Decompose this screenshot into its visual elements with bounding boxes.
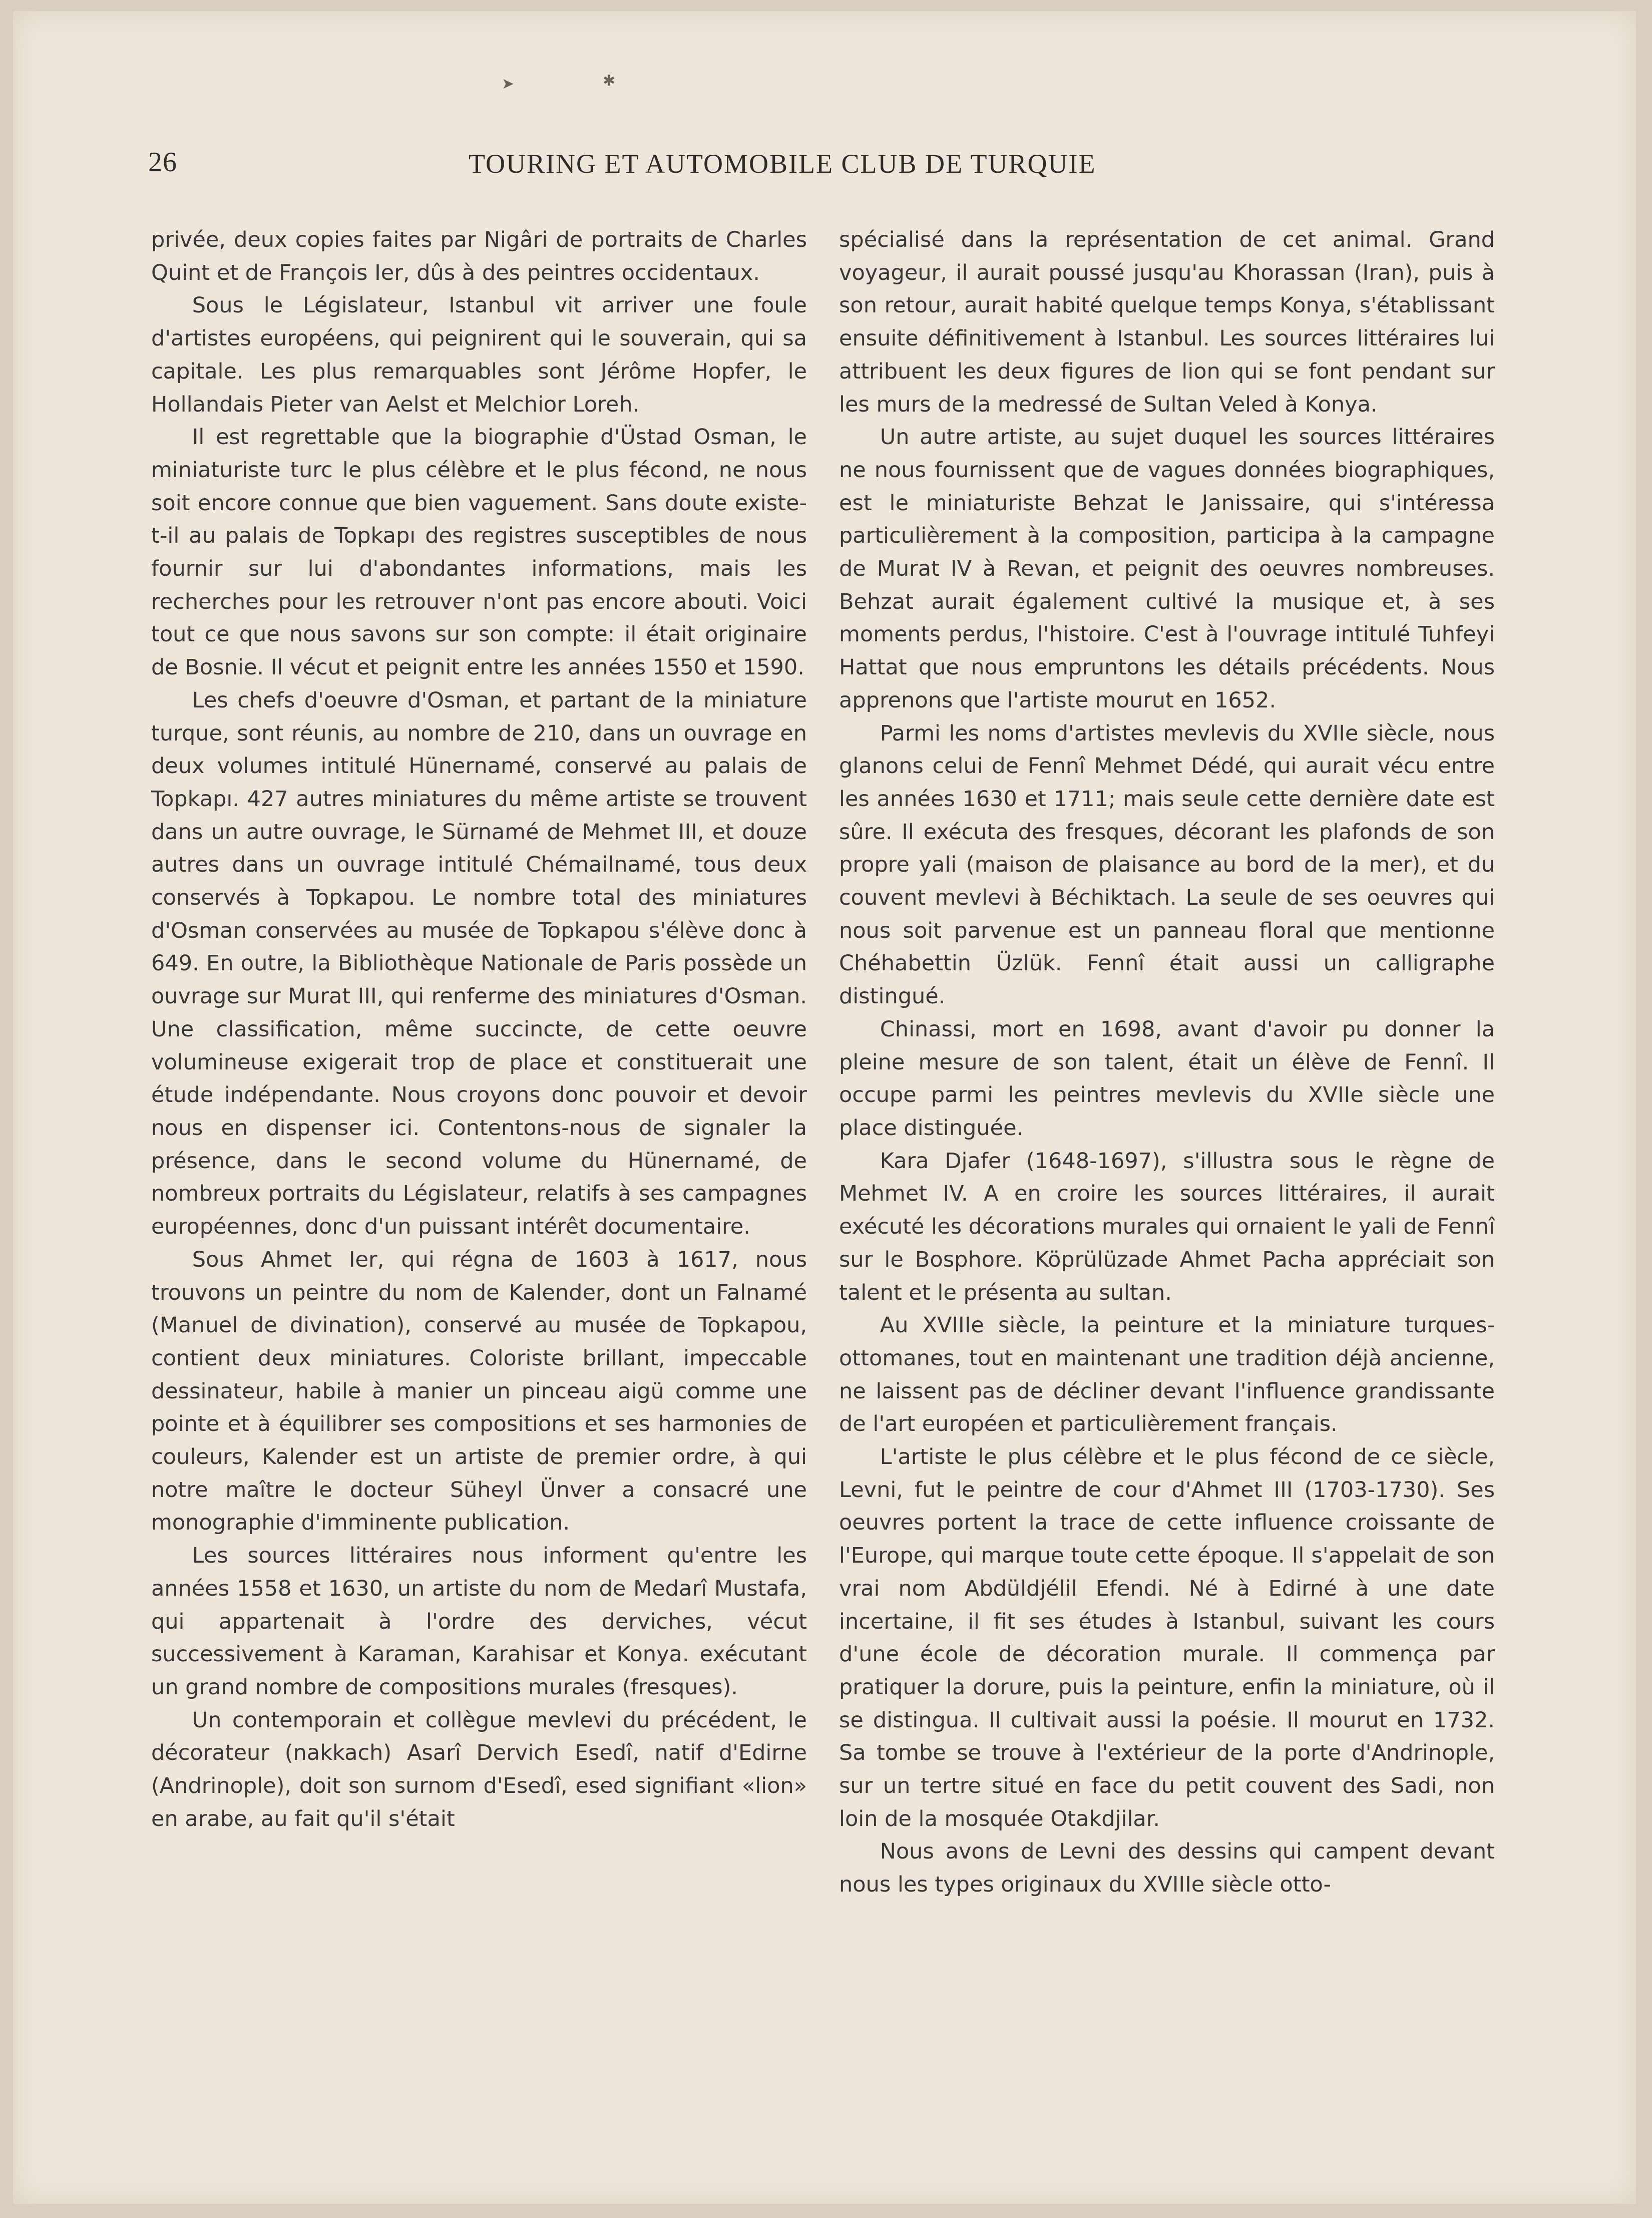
page-number: 26 — [148, 147, 177, 178]
paragraph: privée, deux copies faites par Nigâri de portraits de Charles Quint et de François Ier, dûs à des peintres occidentaux. — [151, 227, 807, 285]
page-header — [13, 146, 1636, 191]
paragraph: Nous avons de Levni des dessins qui campent devant nous les types originaux du XVIIIe siècle otto- — [839, 1839, 1495, 1898]
paragraph: spécialisé dans la représentation de cet animal. Grand voyageur, il aurait poussé jusqu'au Khorassan (Iran), puis à son retour, aurait habité quelque temps Konya, s'établissant ensuite définitivement à Istanbul. Les sources littéraires lui attribuent les deux figures de lion qui se font pendant sur les murs de la medressé de Sultan Veled à Konya. — [839, 227, 1495, 417]
paragraph: Un contemporain et collègue mevlevi du précédent, le décorateur (nakkach) Asarî Dervich Esedî, natif d'Edirne (Andrinople), doit son surnom d'Esedî, esed signifiant «lion» en arabe, au fait qu'il s'était — [151, 1707, 807, 1831]
paragraph: Un autre artiste, au sujet duquel les sources littéraires ne nous fournissent que de vagues données biographiques, est le miniaturiste Behzat le Janissaire, qui s'intéressa particulièrement à la composition, participa à la campagne de Murat IV à Revan, et peignit des oeuvres nombreuses. Behzat aurait également cultivé la musique et, à ses moments perdus, l'histoire. C'est à l'ouvrage intitulé Tuhfeyi Hattat que nous empruntons les détails précédents. Nous apprenons que l'artiste mourut en 1652. — [839, 425, 1495, 713]
paragraph: L'artiste le plus célèbre et le plus fécond de ce siècle, Levni, fut le peintre de cour d'Ahmet III (1703-1730). Ses oeuvres portent la trace de cette influence croissante de l'Europe, qui marque toute cette époque. Il s'appelait de son vrai nom Abdüldjélil Efendi. Né à Edirné à une date incertaine, il fit ses études à Istanbul, suivant les cours d'une école de décoration murale. Il commença par pratiquer la dorure, puis la peinture, enfin la miniature, où il se distingua. Il cultivait aussi la poésie. Il mourut en 1732. Sa tombe se trouve à l'extérieur de la porte d'Andrinople, sur un tertre situé en face du petit couvent des Sadi, non loin de la mosquée Otakdjilar. — [839, 1444, 1495, 1831]
print-mark: ✱ — [603, 72, 616, 90]
document-page — [13, 11, 1636, 2204]
paragraph: Parmi les noms d'artistes mevlevis du XVIIe siècle, nous glanons celui de Fennî Mehmet Dédé, qui aurait vécu entre les années 1630 et 1711; mais seule cette dernière date est sûre. Il exécuta des fresques, décorant les plafonds de son propre yali (maison de plaisance au bord de la mer), et du couvent mevlevi à Béchiktach. La seule de ses oeuvres qui nous soit parvenue est un panneau floral que mentionne Chéhabettin Üzlük. Fennî était aussi un calligraphe distingué. — [839, 720, 1495, 1009]
paragraph: Les chefs d'oeuvre d'Osman, et partant de la miniature turque, sont réunis, au nombre de 210, dans un ouvrage en deux volumes intitulé Hünernamé, conservé au palais de Topkapı. 427 autres miniatures du même artiste se trouvent dans un autre ouvrage, le Sürnamé de Mehmet III, et douze autres dans un ouvrage intitulé Chémailnamé, tous deux conservés à Topkapou. Le nombre total des miniatures d'Osman conservées au musée de Topkapou s'élève donc à 649. En outre, la Bibliothèque Nationale de Paris possède un ouvrage sur Murat III, qui renferme des miniatures d'Osman. Une classification, même succincte, de cette oeuvre volumineuse exigerait trop de place et constituerait une étude indépendante. Nous croyons donc pouvoir et devoir nous en dispenser ici. Contentons-nous de signaler la présence, dans le second volume du Hünernamé, de nombreux portraits du Législateur, relatifs à ses campagnes européennes, donc d'un puissant intérêt documentaire. — [151, 687, 807, 1240]
running-title: TOURING ET AUTOMOBILE CLUB DE TURQUIE — [469, 149, 1096, 179]
paragraph: Kara Djafer (1648-1697), s'illustra sous le règne de Mehmet IV. A en croire les sources littéraires, il aurait exécuté les décorations murales qui ornaient le yali de Fennî sur le Bosphore. Köprülüzade Ahmet Pacha appréciait son talent et le présenta au sultan. — [839, 1148, 1495, 1305]
paragraph: Chinassi, mort en 1698, avant d'avoir pu donner la pleine mesure de son talent, était un élève de Fennî. Il occupe parmi les peintres mevlevis du XVIIe siècle une place distinguée. — [839, 1016, 1495, 1141]
paragraph: Au XVIIIe siècle, la peinture et la miniature turques-ottomanes, tout en maintenant une tradition déjà ancienne, ne laissent pas de décliner devant l'influence grandissante de l'art européen et particulièrement français. — [839, 1313, 1495, 1437]
paragraph: Les sources littéraires nous informent qu'entre les années 1558 et 1630, un artiste du nom de Medarî Mustafa, qui appartenait à l'ordre des derviches, vécut successivement à Karaman, Karahisar et Konya. exécutant un grand nombre de compositions murales (fresques). — [151, 1543, 807, 1700]
paragraph: Sous Ahmet Ier, qui régna de 1603 à 1617, nous trouvons un peintre du nom de Kalender, dont un Falnamé (Manuel de divination), conservé au musée de Topkapou, contient deux miniatures. Coloriste brillant, impeccable dessinateur, habile à manier un pinceau aigü comme une pointe et à équilibrer ses compositions et ses harmonies de couleurs, Kalender est un artiste de premier ordre, à qui notre maître le docteur Süheyl Ünver a consacré une monographie d'imminente publication. — [151, 1247, 807, 1536]
paragraph: Sous le Législateur, Istanbul vit arriver une foule d'artistes européens, qui peignirent qui le souverain, qui sa capitale. Les plus remarquables sont Jérôme Hopfer, le Hollandais Pieter van Aelst et Melchior Loreh. — [151, 293, 807, 417]
right-column — [839, 224, 1495, 1902]
paragraph: Il est regrettable que la biographie d'Üstad Osman, le miniaturiste turc le plus célèbre et le plus fécond, ne nous soit encore connue que bien vaguement. Sans doute existe-t-il au palais de Topkapı des registres susceptibles de nous fournir sur lui d'abondantes informations, mais les recherches pour les retrouver n'ont pas encore abouti. Voici tout ce que nous savons sur son compte: il était originaire de Bosnie. Il vécut et peignit entre les années 1550 et 1590. — [151, 425, 807, 680]
left-column — [151, 224, 807, 1835]
print-mark: ➤ — [502, 75, 515, 93]
